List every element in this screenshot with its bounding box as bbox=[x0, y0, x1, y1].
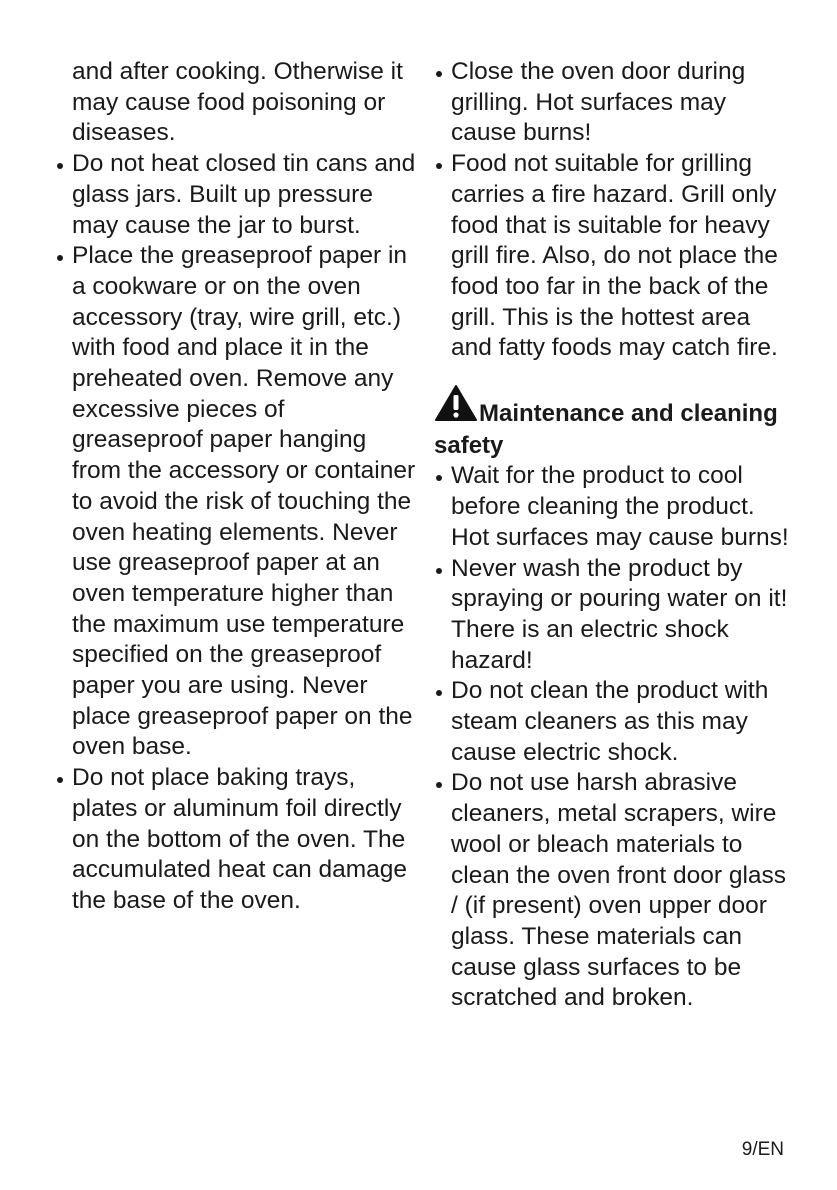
left-column bbox=[55, 57, 420, 917]
list-item: Food not suitable for grilling carries a fire hazard. Grill only food that is suitable for heavy grill fire. Also, do not place the food too far in the back of the grill. This is the hottest area and fatty foods may catch fire. bbox=[434, 149, 790, 364]
right-column bbox=[434, 57, 790, 1014]
page-number: 9/EN bbox=[741, 1139, 784, 1160]
warning-triangle-icon bbox=[434, 384, 478, 431]
list-item: Close the oven door during grilling. Hot surfaces may cause burns! bbox=[434, 57, 790, 149]
section-heading bbox=[434, 384, 790, 461]
cleaning-safety-list bbox=[434, 461, 790, 1014]
list-item: Never wash the product by spraying or pouring water on it! There is an electric shock hazard! bbox=[434, 554, 790, 677]
list-item: Place the greaseproof paper in a cookware or on the oven accessory (tray, wire grill, etc.) with food and place it in the preheated oven. Remove any excessive pieces of greaseproof paper hanging from the accessory or container to avoid the risk of touching the oven heating elements. Never use greaseproof paper at an oven temperature higher than the maximum use temperature specified on the greaseproof paper you are using. Never place greaseproof paper on the oven base. bbox=[55, 241, 420, 763]
left-bullet-list bbox=[55, 149, 420, 917]
list-item: Do not use harsh abrasive cleaners, metal scrapers, wire wool or bleach materials to clean the oven front door glass / (if present) oven upper door glass. These materials can cause glass surfaces to be scratched and broken. bbox=[434, 768, 790, 1014]
list-item: Do not place baking trays, plates or aluminum foil directly on the bottom of the oven. The accumulated heat can damage the base of the oven. bbox=[55, 763, 420, 917]
list-item: Do not heat closed tin cans and glass jars. Built up pressure may cause the jar to burst. bbox=[55, 149, 420, 241]
list-item: Do not clean the product with steam cleaners as this may cause electric shock. bbox=[434, 676, 790, 768]
grill-safety-list bbox=[434, 57, 790, 364]
continued-paragraph: and after cooking. Otherwise it may cause food poisoning or diseases. bbox=[72, 58, 403, 147]
section-heading-text: Maintenance and cleaning safety bbox=[434, 400, 778, 459]
list-item: Wait for the product to cool before cleaning the product. Hot surfaces may cause burns! bbox=[434, 461, 790, 553]
